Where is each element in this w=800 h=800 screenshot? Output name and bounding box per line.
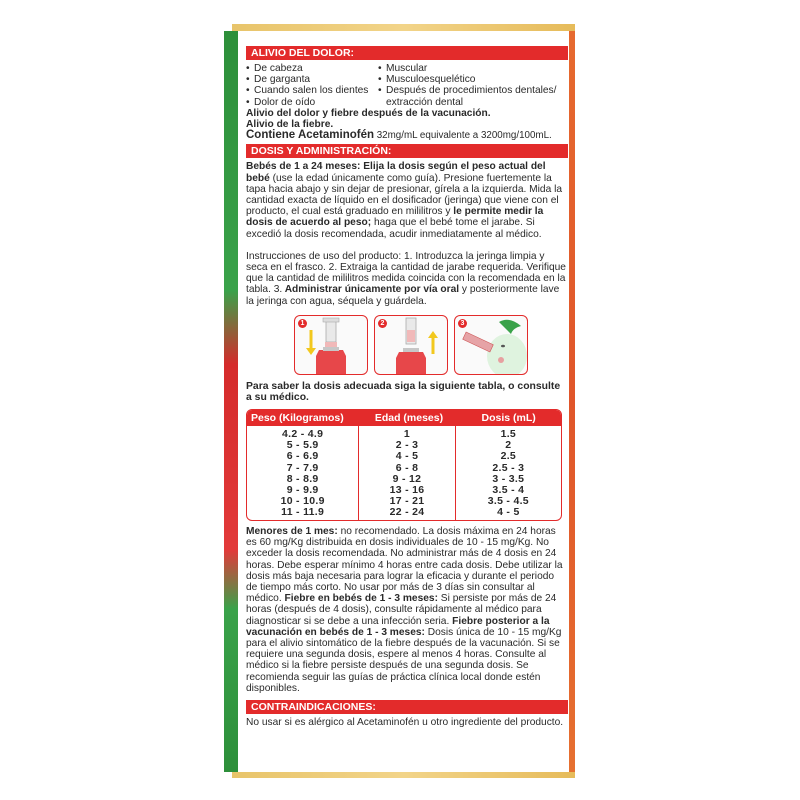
dosage-table (246, 409, 562, 521)
instructions-text-1: Instrucciones de uso del producto: 1. Introduzca la jeringa limpia y seca en el frasco. 2. Extraiga la cantidad de jarabe requerida. Verifique que la cantidad de mililitros medida coincida con la recomendada en la tabla. 3. (246, 250, 566, 296)
relief-list (246, 63, 568, 108)
box-left-edge (224, 31, 238, 772)
instructions-bold: Administrar únicamente por vía oral (282, 284, 460, 296)
table-cell: 2.5 - 3 (492, 461, 525, 474)
dosage-bold-2: Elija la dosis según el peso actual del bebé (246, 161, 546, 184)
note-vaccination-bold: Fiebre posterior a la vacunación en bebés de 1 - 3 meses: (246, 615, 550, 638)
table-cell: 11 - 11.9 (281, 505, 325, 518)
list-item: • Dolor de oído (246, 97, 378, 108)
table-cell: 22 - 24 (389, 505, 425, 518)
age-column (359, 426, 455, 520)
list-item: • Muscular (378, 63, 568, 74)
contains-bold: Contiene Acetaminofén (246, 129, 375, 142)
list-item: • Musculoesquelético (378, 74, 568, 85)
table-cell: 8 - 8.9 (286, 472, 319, 485)
box-right-edge (569, 31, 575, 772)
table-cell: 1.5 (500, 428, 517, 441)
section-header-contraindications: CONTRAINDICACIONES: (246, 700, 568, 714)
section-header-relief: ALIVIO DEL DOLOR: (246, 46, 568, 60)
table-cell: 10 - 10.9 (280, 494, 325, 507)
contains-line (246, 130, 568, 141)
step-number: 3 (458, 319, 467, 328)
contains-rest: 32mg/mL equivalente a 3200mg/100mL. (374, 130, 552, 142)
table-cell: 2 (505, 439, 512, 452)
table-header-row (247, 410, 561, 426)
table-body (247, 426, 561, 520)
weight-column (247, 426, 359, 520)
step-figure-3 (454, 315, 528, 375)
table-cell: 3.5 - 4.5 (487, 494, 529, 507)
table-cell: 2.5 (500, 450, 517, 463)
list-item: • De cabeza (246, 63, 378, 74)
table-cell: 13 - 16 (389, 483, 425, 496)
table-cell: 4 - 5 (497, 505, 520, 518)
table-cell: 9 - 9.9 (286, 483, 319, 496)
step-figure-1 (294, 315, 368, 375)
table-cell: 4 - 5 (395, 450, 419, 463)
step-figure-2 (374, 315, 448, 375)
dosage-text-1: (use la edad únicamente como guía). Presione fuertemente la tapa hacia abajo y sin dejar de presionar, gírela a la izquierda. Mida la cantidad exacta de líquido en el dosificador (jeringa) que viene con el producto, el cual está graduado en mililitros y (246, 172, 563, 218)
label-panel (246, 46, 568, 728)
box-bottom-edge (232, 772, 575, 778)
table-intro: Para saber la dosis adecuada siga la siguiente tabla, o consulte a su médico. (246, 380, 561, 404)
table-cell: 6 - 8 (395, 461, 419, 474)
column-header-weight: Peso (Kilogramos) (251, 412, 344, 425)
table-cell: 4.2 - 4.9 (282, 428, 324, 441)
table-cell: 6 - 6.9 (286, 450, 319, 463)
dosage-bold-3: le permite medir la dosis de acuerdo al peso; (246, 206, 544, 229)
table-cell: 9 - 12 (392, 472, 422, 485)
instructions-text-2: y posteriormente lave la jeringa con agua, séquela y guárdela. (246, 284, 560, 307)
instruction-figures (294, 315, 568, 375)
table-cell: 5 - 5.9 (286, 439, 319, 452)
list-item: • Cuando salen los dientes (246, 85, 378, 96)
dosage-text-2: haga que el bebé tome el jarabe. Si excedió la dosis recomendada, acudir inmediatamente al médico. (246, 217, 542, 240)
table-cell: 2 - 3 (395, 439, 419, 452)
step-number: 2 (378, 319, 387, 328)
table-cell: 3.5 - 4 (492, 483, 525, 496)
table-cell: 3 - 3.5 (492, 472, 525, 485)
dosage-paragraph (246, 161, 568, 239)
note-fever-bold: Fiebre en bebés de 1 - 3 meses: (284, 593, 438, 605)
instructions-paragraph (246, 251, 568, 307)
list-item: • Después de procedimientos dentales/ extracción dental (378, 85, 568, 107)
list-item: • De garganta (246, 74, 378, 85)
note-fever-text: Si persiste por más de 24 horas (después de 4 dosis), consulte rápidamente al médico para diagnosticar si se debe a una infección seria. (246, 593, 557, 627)
table-cell: 7 - 7.9 (286, 461, 319, 474)
box-top-edge (232, 24, 575, 31)
dosage-bold-1: Bebés de 1 a 24 meses: (246, 161, 361, 173)
relief-line-vaccination: Alivio del dolor y fiebre después de la vacunación. (246, 107, 491, 119)
table-cell: 1 (403, 428, 411, 441)
relief-list-right (378, 63, 568, 108)
note-vaccination-text: Dosis única de 10 - 15 mg/Kg para el alivio sintomático de la fiebre después de la vacunación. Si se requiere una segunda dosis, espere al menos 4 horas. Consulte al médico si la fiebre persiste después de una segunda dosis. Se recomienda seguir las guías de práctica clínica local donde estén disponibles. (246, 626, 562, 694)
spacer (246, 240, 568, 251)
note-under-1-month-text: no recomendado. La dosis máxima en 24 horas es 60 mg/Kg distribuida en dosis individuales de 10 - 15 mg/Kg. No exceder la dosis recomendada. No administrar más de 4 dosis en 24 horas. Debe esperar mínimo 4 horas entre cada dosis. Debe utilizar la dosis más baja necesaria para lograr la eficacia y durante el periodo de tiempo más corto. No usar por más de 3 días sin consultar al médico. (246, 526, 563, 605)
relief-list-left (246, 63, 378, 108)
column-header-age: Edad (meses) (374, 412, 444, 425)
dose-column (456, 426, 561, 520)
relief-line-fever: Alivio de la fiebre. (246, 119, 334, 131)
notes-paragraph (246, 526, 568, 694)
section-header-dosage: DOSIS Y ADMINISTRACIÓN: (246, 144, 568, 158)
step-number: 1 (298, 319, 307, 328)
contraindications-text: No usar si es alérgico al Acetaminofén u otro ingrediente del producto. (246, 717, 564, 729)
note-under-1-month-bold: Menores de 1 mes: (246, 526, 338, 538)
column-header-dose: Dosis (mL) (481, 412, 536, 425)
table-cell: 17 - 21 (389, 494, 425, 507)
